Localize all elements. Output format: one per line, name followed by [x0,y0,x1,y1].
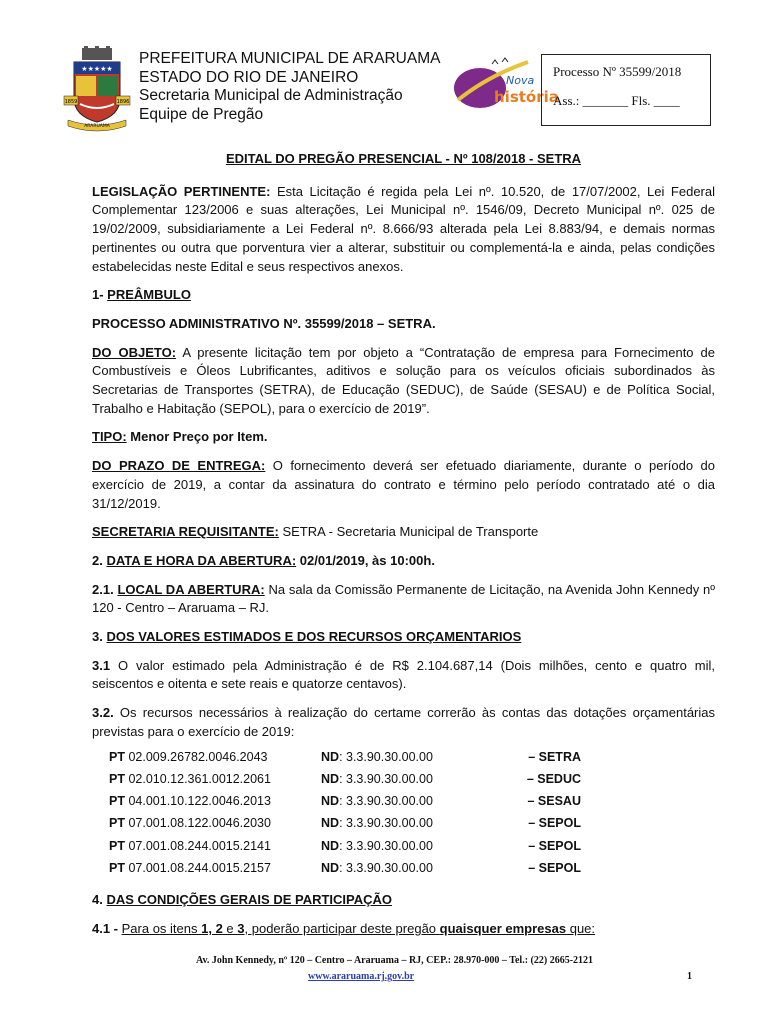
section-3-heading [92,628,715,647]
legislacao-label: LEGISLAÇÃO PERTINENTE: [92,183,271,199]
nd-value: : 3.3.90.30.00.00 [339,771,433,786]
dotacao-row [109,837,581,859]
section-3-1-number: 3.1 [92,657,111,673]
section-4-1-quaisquer: quaisquer empresas [439,921,567,937]
nd-value: : 3.3.90.30.00.00 [339,861,433,876]
pt-label: PT [109,749,125,764]
objeto-text: A presente licitação tem por objeto a “Contratação de empresa para Fornecimento de Combustíveis e Óleos Lubrificantes, aditivos e solução para os veículos oficiais subordinados às Secretarias de Transportes (SETRA), de Educação (SEDUC), de Saúde (SESAU) e de Política Social, Trabalho e Habitação (SEPOL), para o exercício de 2019”. [92,344,715,416]
tipo-label: TIPO: [92,429,127,445]
section-3-number: 3. [92,629,107,645]
section-4-1-text-c: e [222,921,238,937]
dotacoes-table [109,748,581,882]
prazo-text: O fornecimento deverá ser efetuado diariamente, durante o período do exercício de 2019, a contar da assinatura do contrato e término pelo período contratado até o dia 31/12/2019. [92,458,715,511]
section-2-1-label: LOCAL DA ABERTURA: [117,581,265,597]
section-1-label: PREÂMBULO [107,287,191,303]
section-3-2-number: 3.2. [92,705,114,721]
section-2-1-text: Na sala da Comissão Permanente de Licitação, na Avenida John Kennedy nº 120 - Centro – Araruama – RJ. [92,581,716,616]
section-2-1-number: 2.1. [92,581,118,597]
dotacao-row [109,748,581,770]
dotacao-row [109,792,581,814]
nd-label: ND [321,749,340,764]
dotacao-row [109,859,581,881]
dotacao-pt [109,792,321,814]
dotacao-pt [109,770,321,792]
process-number-box [541,54,711,126]
dotacao-nd [321,814,501,836]
prazo-label: DO PRAZO DE ENTREGA: [92,458,266,474]
section-4-1-items-b: 3 [237,921,245,937]
secretaria-paragraph [92,523,715,542]
section-1-number: 1- [92,287,108,303]
dotacao-nd [321,792,501,814]
nd-label: ND [321,771,340,786]
section-3-2-text: Os recursos necessários à realização do certame correrão às contas das dotações orçamentárias previstas para o exercício de 2019: [92,705,715,739]
section-4-1-text-e: , poderão participar deste pregão [244,921,440,937]
pt-value: 02.010.12.361.0012.2061 [124,771,271,786]
page-number: 1 [687,971,692,982]
pt-value: 07.001.08.244.0015.2141 [124,838,271,853]
objeto-paragraph [92,344,715,419]
section-2-datetime: 02/01/2019, às 10:00h. [296,552,435,568]
svg-text:★★★★★: ★★★★★ [81,65,113,73]
process-number: Processo Nº 35599/2018 [553,64,682,79]
dotacao-secretaria: – SETRA [528,749,581,764]
crest-year-left: 1859 [64,99,78,105]
section-1-heading [92,286,715,305]
nd-label: ND [321,838,340,853]
dotacao-pt [109,859,321,881]
document-title: EDITAL DO PREGÃO PRESENCIAL - Nº 108/2018 - SETRA [225,151,582,166]
dotacao-nd [321,770,501,792]
section-2-1-paragraph [92,581,715,618]
secretaria-label: SECRETARIA REQUISITANTE: [92,524,279,540]
logo-text-nova: Nova [506,74,535,87]
crest-year-right: 1896 [116,99,130,105]
section-2-heading [92,552,715,571]
nd-value: : 3.3.90.30.00.00 [339,749,433,764]
dotacao-pt [109,837,321,859]
processo-administrativo: PROCESSO ADMINISTRATIVO Nº. 35599/2018 – SETRA. [92,315,436,331]
nd-value: : 3.3.90.30.00.00 [339,816,433,831]
footer-address: Av. John Kennedy, nº 120 – Centro – Araruama – RJ, CEP.: 28.970-000 – Tel.: (22) 2665-2121 [196,955,594,966]
nd-label: ND [321,816,340,831]
tipo-paragraph [92,428,715,447]
nd-label: ND [321,861,340,876]
signature-field: Ass.: _______ Fls. ____ [553,93,680,108]
dotacao-nd [321,748,501,770]
dotacao-secretaria: – SESAU [527,794,581,809]
pt-value: 07.001.08.122.0046.2030 [124,816,271,831]
dotacao-pt [109,814,321,836]
dotacao-secretaria: – SEDUC [526,771,581,786]
pt-value: 04.001.10.122.0046.2013 [124,794,271,809]
dotacao-row [109,770,581,792]
logo-text-historia: história [494,88,559,106]
header-line-estado: ESTADO DO RIO DE JANEIRO [139,68,359,86]
tipo-text: Menor Preço por Item. [126,429,268,445]
nd-value: : 3.3.90.30.00.00 [339,838,433,853]
section-4-1-text-g: que: [566,921,596,937]
dotacao-secretaria: – SEPOL [528,816,581,831]
header-line-equipe: Equipe de Pregão [139,105,264,123]
crest-ribbon-text: ARARUAMA [84,124,110,129]
dotacao-secretaria: – SEPOL [528,861,581,876]
prazo-paragraph [92,457,715,513]
section-4-1-paragraph [92,920,715,939]
dotacao-nd [321,859,501,881]
section-3-1-text: O valor estimado pela Administração é de R$ 2.104.687,14 (Dois milhões, cento e quatro mil, seiscentos e oitenta e sete reais e quatorze centavos). [92,657,715,692]
pt-label: PT [109,861,125,876]
dotacao-row [109,814,581,836]
objeto-label: DO OBJETO: [92,344,177,360]
header-line-secretaria: Secretaria Municipal de Administração [139,87,403,104]
document-header [0,0,770,145]
dotacao-secretaria: – SEPOL [528,838,581,853]
pt-value: 02.009.26782.0046.2043 [124,749,268,764]
legislacao-paragraph [92,183,715,277]
nd-label: ND [321,794,340,809]
nd-value: : 3.3.90.30.00.00 [339,794,433,809]
section-4-heading [92,891,715,910]
secretaria-text: SETRA - Secretaria Municipal de Transporte [278,524,539,540]
pt-label: PT [109,794,125,809]
dotacao-nd [321,837,501,859]
section-2-label: DATA E HORA DA ABERTURA: [106,552,297,568]
dotacao-pt [109,748,321,770]
pt-label: PT [109,771,125,786]
municipal-coat-of-arms-icon [64,46,130,132]
nova-historia-logo-icon [448,56,559,116]
section-4-1-text-a: Para os itens [121,921,202,937]
section-4-1-number: 4.1 - [92,921,122,937]
document-body [92,150,715,949]
section-3-label: DOS VALORES ESTIMADOS E DOS RECURSOS ORÇAMENTARIOS [106,629,522,645]
pt-value: 07.001.08.244.0015.2157 [124,861,271,876]
section-3-1-paragraph [92,657,715,694]
section-2-number: 2. [92,552,107,568]
section-4-number: 4. [92,892,107,908]
header-title-block [139,50,440,124]
pt-label: PT [109,838,125,853]
section-4-1-items-a: 1, 2 [201,921,223,937]
footer-website-link[interactable]: www.araruama.rj.gov.br [308,971,415,982]
header-line-prefeitura: PREFEITURA MUNICIPAL DE ARARUAMA [139,50,441,67]
pt-label: PT [109,816,125,831]
section-3-2-paragraph [92,704,715,741]
section-4-label: DAS CONDIÇÕES GERAIS DE PARTICIPAÇÃO [106,892,393,908]
legislacao-text: Esta Licitação é regida pela Lei nº. 10.520, de 17/07/2002, Lei Federal Complementar 123/2006 e suas alterações, Lei Municipal nº. 1546/09, Decreto Municipal nº. 025 de 19/02/2009, subsidiariamente a Lei Federal nº. 8.666/93 alterada pela Lei 8.883/94, e demais normas pertinentes ou outra que porventura vier a alterar, substituir ou complementá-la e ainda, pelas condições estabelecidas neste Edital e seus respectivos anexos. [92,183,715,274]
